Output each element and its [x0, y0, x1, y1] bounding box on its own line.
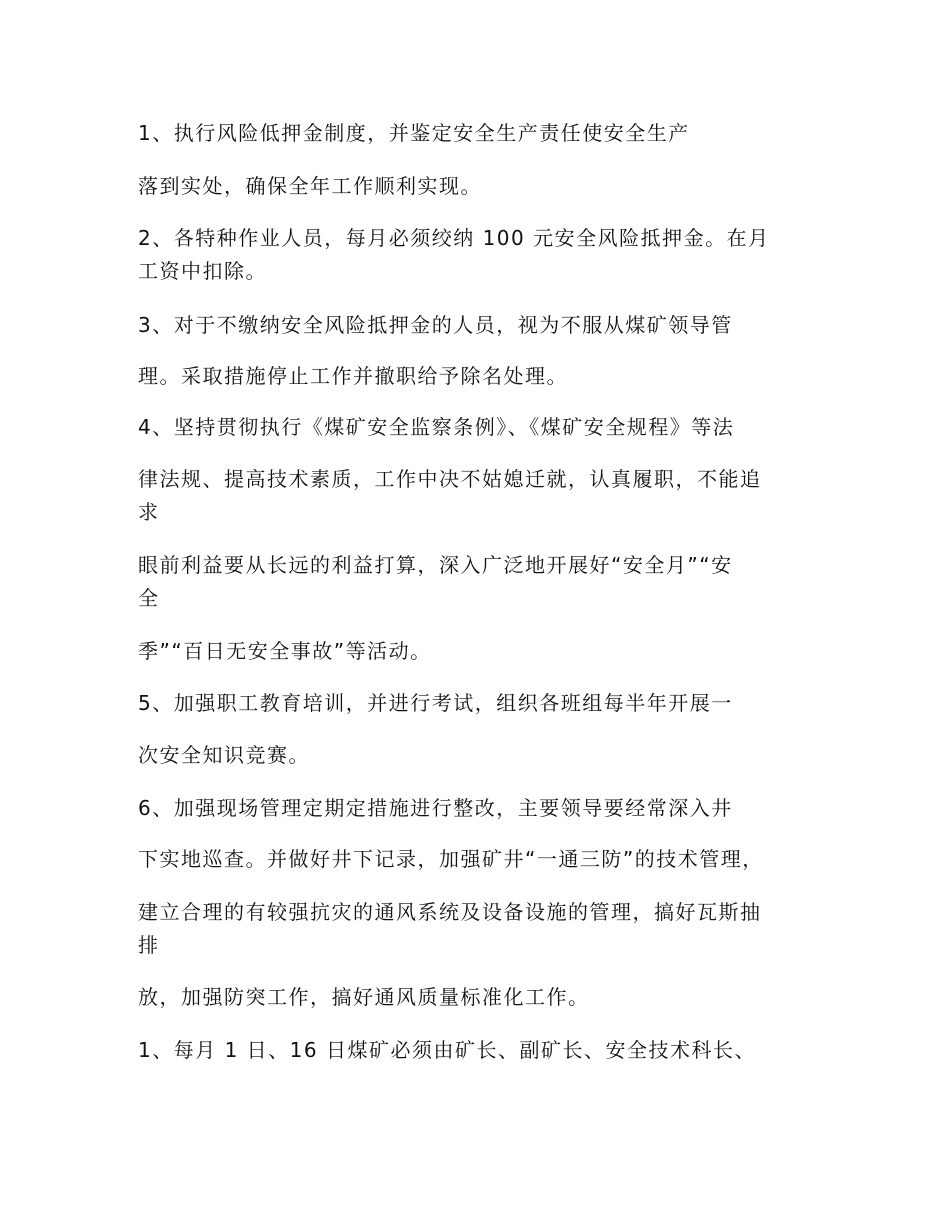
text-line-12: 季”“百日无安全事故”等活动。 — [138, 639, 432, 663]
text-line-9: 求 — [138, 500, 160, 524]
text-line-19: 放，加强防突工作，搞好通风质量标准化工作。 — [138, 985, 590, 1009]
text-line-5: 3、对于不缴纳安全风险抵押金的人员，视为不服从煤矿领导管 — [138, 313, 733, 337]
text-line-6: 理。采取措施停止工作并撤职给予除名处理。 — [138, 364, 568, 388]
text-line-8: 律法规、提高技术素质，工作中决不姑媳迁就，认真履职，不能追 — [138, 467, 762, 491]
text-line-1: 1、执行风险低押金制度，并鉴定安全生产责任使安全生产 — [138, 121, 690, 145]
text-line-4: 工资中扣除。 — [138, 259, 267, 283]
text-line-16: 下实地巡查。并做好井下记录，加强矿井“一通三防”的技术管理， — [138, 847, 764, 871]
text-line-17: 建立合理的有较强抗灾的通风系统及设备设施的管理，搞好瓦斯抽 — [138, 900, 762, 924]
text-line-7: 4、坚持贯彻执行《煤矿安全监察条例》、《煤矿安全规程》等法 — [138, 415, 735, 439]
text-line-15: 6、加强现场管理定期定措施进行整改，主要领导要经常深入井 — [138, 796, 733, 820]
text-line-13: 5、加强职工教育培训，并进行考试，组织各班组每半年开展一 — [138, 691, 733, 715]
text-line-2: 落到实处，确保全年工作顺利实现。 — [138, 174, 482, 198]
text-line-3: 2、各特种作业人员，每月必须绞纳 100 元安全风险抵押金。在月 — [138, 226, 770, 250]
text-line-20: 1、每月 1 日、16 日煤矿必须由矿长、副矿长、安全技术科长、 — [138, 1038, 756, 1062]
text-line-14: 次安全知识竞赛。 — [138, 743, 310, 767]
text-line-11: 全 — [138, 586, 160, 610]
text-line-18: 排 — [138, 933, 160, 957]
text-line-10: 眼前利益要从长远的利益打算，深入广泛地开展好“安全月”“安 — [138, 553, 733, 577]
